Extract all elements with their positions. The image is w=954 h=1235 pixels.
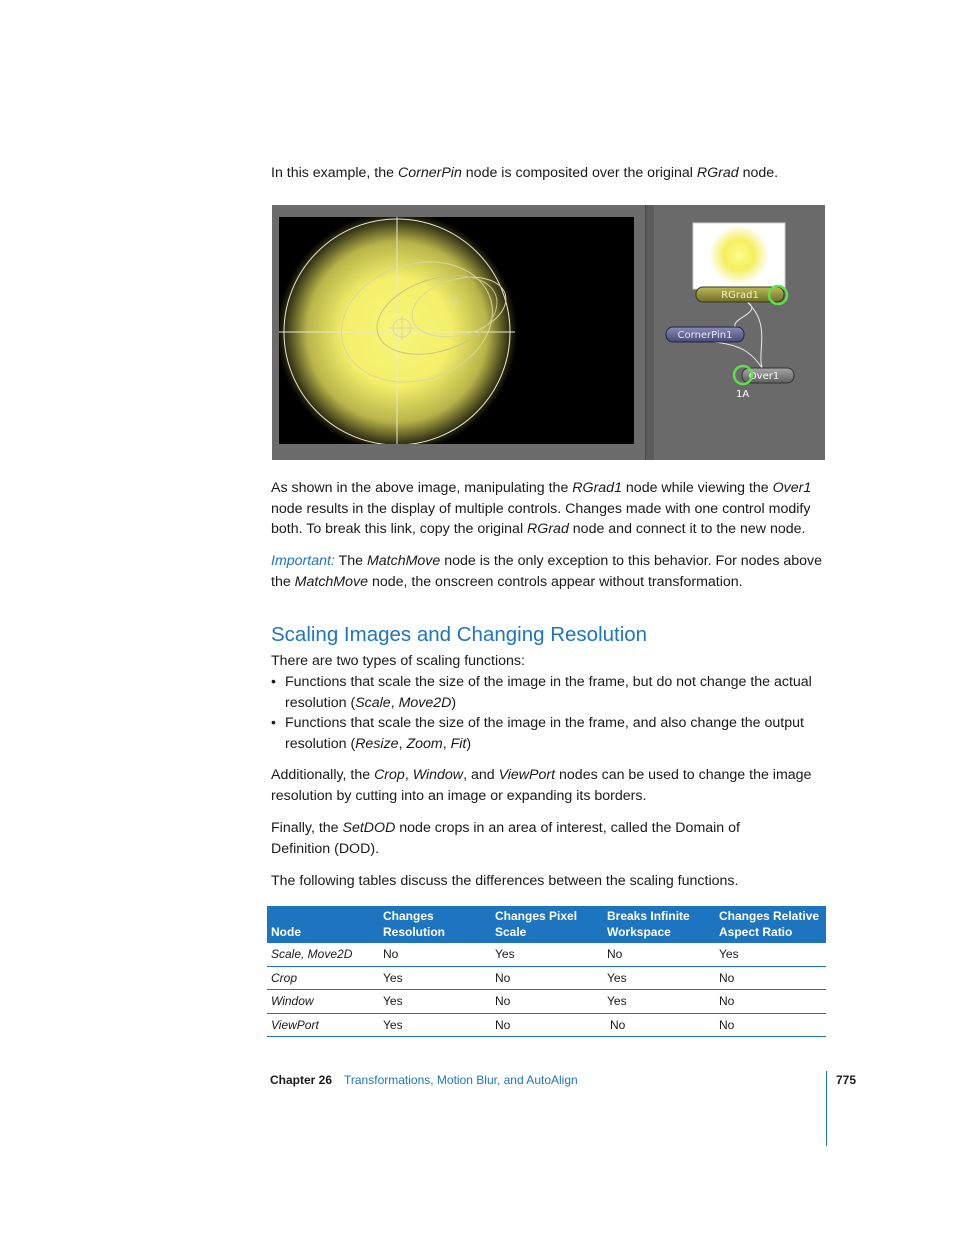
para-text: As shown in the above image, manipulating the xyxy=(271,480,573,496)
column-header: Changes Pixel Scale xyxy=(491,906,603,943)
paragraph-crop-window-viewport xyxy=(271,765,831,806)
intro-text: node is composited over the original xyxy=(461,165,697,181)
page-number: 775 xyxy=(836,1073,857,1087)
thumbnail-glow xyxy=(709,225,769,285)
intro-paragraph xyxy=(271,163,831,184)
important-label: Important: xyxy=(271,553,335,569)
node-name: MatchMove xyxy=(294,573,368,590)
node-name: RGrad xyxy=(527,521,569,537)
node-name: MatchMove xyxy=(366,553,441,569)
bullet-item xyxy=(271,713,831,754)
viewer-canvas xyxy=(279,217,634,444)
table-cell: No xyxy=(603,943,715,966)
table-cell: No xyxy=(491,966,603,990)
section-intro: There are two types of scaling functions: xyxy=(271,653,525,669)
table-row xyxy=(267,1013,826,1037)
paragraph-multiple-controls xyxy=(271,478,831,540)
scaling-functions-table xyxy=(267,906,826,1037)
para-text: Finally, the xyxy=(271,820,343,836)
para-text: Additionally, the xyxy=(271,767,375,783)
node-name: Zoom xyxy=(406,735,443,752)
node-cornerpin1-label: CornerPin1 xyxy=(677,330,733,341)
bullet-text: ) xyxy=(451,694,457,711)
bullet-text: , xyxy=(398,735,407,752)
node-rgrad1-label: RGrad1 xyxy=(721,290,759,301)
node-name: Resize xyxy=(355,735,399,752)
table-cell: Yes xyxy=(379,990,491,1014)
node-name: Scale xyxy=(355,694,391,711)
para-text: node is the only exception to this behavior. For nodes above the xyxy=(271,553,823,590)
node-name: ViewPort xyxy=(498,767,556,783)
table-row xyxy=(267,943,826,966)
para-text: node and connect it to the new node. xyxy=(568,521,806,537)
scaling-bullet-list xyxy=(271,672,831,754)
footer-chapter: Chapter 26 xyxy=(270,1073,333,1087)
table-cell: No xyxy=(715,1013,826,1037)
table-cell: Yes xyxy=(603,966,715,990)
table-cell: Yes xyxy=(715,943,826,966)
node-name: Window xyxy=(412,767,464,783)
para-text: The xyxy=(334,553,367,569)
table-cell: Crop xyxy=(267,966,379,990)
bullet-text: Functions that scale the size of the image in the frame, but do not change the actual resolution ( xyxy=(285,674,812,711)
para-text: node results in the display of multiple controls. Changes made with one control modify both. To break this link, copy the original xyxy=(271,500,811,537)
node-name: Over1 xyxy=(772,480,812,496)
paragraph-table-intro: The following tables discuss the differences between the scaling functions. xyxy=(271,873,739,889)
bullet-text: Functions that scale the size of the image in the frame, and also change the output resolution ( xyxy=(285,715,804,752)
para-text: , and xyxy=(463,767,499,783)
table-cell: Yes xyxy=(491,943,603,966)
table-header-row xyxy=(267,906,826,943)
node-name: Move2D xyxy=(398,694,452,711)
bullet-text: , xyxy=(390,694,399,711)
table-cell: No xyxy=(715,966,826,990)
bullet-text: ) xyxy=(466,735,472,752)
table-cell: ViewPort xyxy=(267,1013,379,1037)
node-graph-canvas xyxy=(654,205,825,460)
footer-divider xyxy=(826,1071,827,1146)
table-cell: Window xyxy=(267,990,379,1014)
para-text: , xyxy=(404,767,413,783)
node-name: RGrad1 xyxy=(572,480,622,496)
column-header: Node xyxy=(267,906,379,943)
image-viewer xyxy=(279,217,634,444)
bullet-text: , xyxy=(442,735,451,752)
section-heading: Scaling Images and Changing Resolution xyxy=(271,623,648,646)
node-name: SetDOD xyxy=(342,820,396,836)
table-cell: No xyxy=(491,990,603,1014)
intro-text: node. xyxy=(738,165,779,181)
table-cell: Scale, Move2D xyxy=(267,943,379,966)
table-cell: No xyxy=(603,1013,715,1037)
node-view xyxy=(654,205,825,460)
para-text: nodes can be used to change the image resolution by cutting into an image or expanding its borders. xyxy=(271,767,812,804)
para-text: node crops in an area of interest, called the Domain of Definition (DOD). xyxy=(271,820,740,857)
node-name-cornerpin: CornerPin xyxy=(397,165,462,181)
bullet-item xyxy=(271,672,831,713)
table-row xyxy=(267,966,826,990)
node-over1-label: Over1 xyxy=(748,371,780,382)
footer-chapter-title[interactable]: Transformations, Motion Blur, and AutoAlign xyxy=(344,1073,578,1087)
paragraph-setdod xyxy=(271,818,751,859)
table-cell: No xyxy=(379,943,491,966)
screenshot-figure xyxy=(272,205,825,460)
table-cell: No xyxy=(491,1013,603,1037)
column-header: Changes Resolution xyxy=(379,906,491,943)
table-cell: Yes xyxy=(379,1013,491,1037)
node-name-rgrad: RGrad xyxy=(696,165,739,181)
table-cell: No xyxy=(715,990,826,1014)
intro-text: In this example, the xyxy=(271,165,398,181)
important-note xyxy=(271,551,831,592)
table-cell: Yes xyxy=(603,990,715,1014)
table-cell: Yes xyxy=(379,966,491,990)
node-over1-sublabel: 1A xyxy=(736,389,750,400)
column-header: Changes Relative Aspect Ratio xyxy=(715,906,826,943)
para-text: node, the onscreen controls appear without transformation. xyxy=(368,573,743,590)
node-name: Fit xyxy=(450,735,467,752)
node-name: Crop xyxy=(374,767,405,783)
column-header: Breaks Infinite Workspace xyxy=(603,906,715,943)
para-text: node while viewing the xyxy=(621,480,773,496)
table-row xyxy=(267,990,826,1014)
